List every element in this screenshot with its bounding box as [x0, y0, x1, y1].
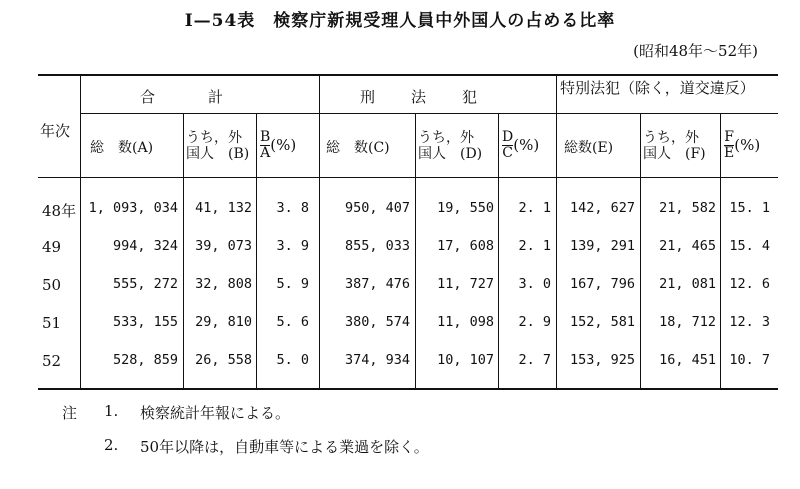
group-header-special-text: 特別法犯（除く，道交違反） — [560, 79, 755, 97]
cell-total-e: 153, 925 — [569, 352, 635, 368]
year-column-header: 年次 — [40, 122, 71, 140]
cell-ratio-fe: 10. 7 — [729, 352, 770, 368]
cell-year: 52 — [42, 352, 62, 370]
cell-ratio-ba: 3. 9 — [276, 238, 309, 254]
cell-ratio-ba: 5. 0 — [276, 352, 309, 368]
group2-divider — [556, 76, 557, 388]
cell-foreign-b: 39, 073 — [195, 238, 252, 254]
cell-ratio-fe: 12. 3 — [729, 314, 770, 330]
col-header-foreign-b-line1: うち，外 — [186, 130, 242, 146]
top-rule — [38, 74, 778, 76]
col-header-foreign-f — [643, 130, 706, 162]
ratio-ba-denominator: A — [260, 145, 271, 161]
note-1-number: 1. — [104, 402, 119, 420]
table-subtitle: (昭和48年〜52年) — [633, 42, 758, 60]
cell-total-a: 1, 093, 034 — [88, 200, 178, 216]
cell-foreign-f: 16, 451 — [659, 352, 716, 368]
col-header-foreign-d — [418, 130, 482, 162]
group-rule — [80, 113, 778, 114]
col-header-foreign-d-line2: 国人 (D) — [418, 146, 483, 162]
cell-ratio-ba: 5. 9 — [276, 276, 309, 292]
cell-total-c: 950, 407 — [344, 200, 410, 216]
col-header-total-a: 総 数(A) — [90, 140, 154, 156]
group-header-total: 合 計 — [140, 88, 226, 106]
cell-total-e: 167, 796 — [569, 276, 635, 292]
cell-total-e: 152, 581 — [569, 314, 635, 330]
cell-total-a: 555, 272 — [112, 276, 178, 292]
col-header-foreign-b — [186, 130, 249, 162]
cell-year: 51 — [42, 314, 62, 332]
col-header-foreign-f-line2: 国人 (F) — [643, 146, 706, 162]
cell-total-e: 139, 291 — [569, 238, 635, 254]
sub-divider — [183, 114, 184, 388]
cell-foreign-f: 21, 081 — [659, 276, 716, 292]
col-header-ratio-dc — [502, 130, 539, 161]
col-header-ratio-fe — [724, 130, 760, 161]
group-header-special — [560, 79, 770, 97]
cell-total-c: 374, 934 — [344, 352, 410, 368]
cell-foreign-d: 11, 727 — [437, 276, 494, 292]
col-header-foreign-d-line1: うち，外 — [418, 130, 474, 146]
col-header-foreign-b-line2: 国人 (B) — [186, 146, 250, 162]
sub-divider — [498, 114, 499, 388]
cell-foreign-b: 29, 810 — [195, 314, 252, 330]
cell-ratio-fe: 15. 4 — [729, 238, 770, 254]
ratio-fe-numerator: F — [724, 129, 734, 145]
cell-ratio-fe: 12. 6 — [729, 276, 770, 292]
cell-ratio-dc: 3. 0 — [518, 276, 551, 292]
note-2-number: 2. — [104, 436, 119, 454]
cell-foreign-b: 32, 808 — [195, 276, 252, 292]
cell-foreign-f: 21, 582 — [659, 200, 716, 216]
sub-divider — [256, 114, 257, 388]
cell-year: 49 — [42, 238, 62, 256]
ratio-ba-unit: (%) — [270, 136, 297, 154]
cell-ratio-dc: 2. 1 — [518, 200, 551, 216]
cell-ratio-ba: 5. 6 — [276, 314, 309, 330]
cell-foreign-b: 26, 558 — [195, 352, 252, 368]
cell-ratio-dc: 2. 1 — [518, 238, 551, 254]
col-header-ratio-ba — [260, 130, 296, 161]
cell-ratio-dc: 2. 9 — [518, 314, 551, 330]
cell-total-a: 533, 155 — [112, 314, 178, 330]
cell-total-a: 994, 324 — [112, 238, 178, 254]
cell-ratio-fe: 15. 1 — [729, 200, 770, 216]
cell-year: 48年 — [42, 202, 77, 220]
table-title: I—54表 検察庁新規受理人員中外国人の占める比率 — [184, 11, 616, 31]
cell-total-c: 855, 033 — [344, 238, 410, 254]
cell-foreign-f: 18, 712 — [659, 314, 716, 330]
ratio-ba-numerator: B — [260, 129, 271, 145]
ratio-fe-denominator: E — [724, 145, 735, 161]
cell-total-a: 528, 859 — [112, 352, 178, 368]
year-divider — [80, 76, 81, 388]
group-header-penal: 刑 法 犯 — [360, 88, 480, 106]
cell-ratio-dc: 2. 7 — [518, 352, 551, 368]
bottom-rule — [38, 388, 778, 390]
group1-divider — [319, 76, 320, 388]
sub-divider — [720, 114, 721, 388]
ratio-fe-unit: (%) — [734, 136, 761, 154]
ratio-dc-unit: (%) — [513, 136, 540, 154]
col-header-total-c: 総 数(C) — [326, 140, 390, 156]
header-rule — [38, 177, 778, 178]
ratio-dc-denominator: C — [502, 145, 513, 161]
cell-foreign-d: 11, 098 — [437, 314, 494, 330]
cell-ratio-ba: 3. 8 — [276, 200, 309, 216]
cell-foreign-d: 19, 550 — [437, 200, 494, 216]
cell-year: 50 — [42, 276, 62, 294]
cell-foreign-b: 41, 132 — [195, 200, 252, 216]
sub-divider — [640, 114, 641, 388]
cell-foreign-d: 10, 107 — [437, 352, 494, 368]
cell-total-e: 142, 627 — [569, 200, 635, 216]
cell-foreign-d: 17, 608 — [437, 238, 494, 254]
col-header-foreign-f-line1: うち，外 — [643, 130, 699, 146]
col-header-total-e: 総数(E) — [564, 140, 614, 156]
note-label: 注 — [62, 404, 78, 422]
cell-total-c: 387, 476 — [344, 276, 410, 292]
cell-foreign-f: 21, 465 — [659, 238, 716, 254]
note-1-text: 検察統計年報による。 — [140, 404, 291, 422]
sub-divider — [415, 114, 416, 388]
ratio-dc-numerator: D — [502, 129, 514, 145]
cell-total-c: 380, 574 — [344, 314, 410, 330]
note-2-text: 50年以降は，自動車等による業過を除く。 — [140, 438, 429, 456]
